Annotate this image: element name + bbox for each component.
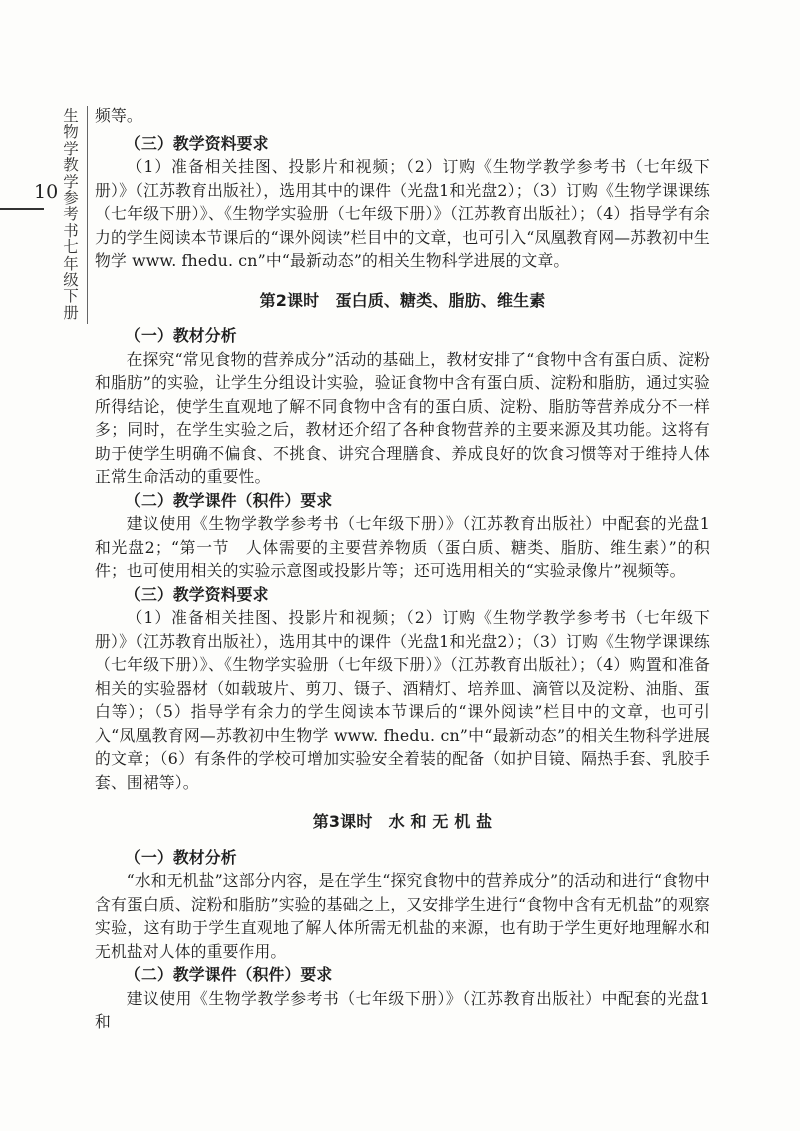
section-heading: （三）教学资料要求: [125, 584, 269, 604]
paragraph: 建议使用《生物学教学参考书（七年级下册）》（江苏教育出版社）中配套的光盘1和: [95, 988, 710, 1031]
lesson-title: 第3课时 水 和 无 机 盐: [312, 812, 493, 831]
paragraph: （1）准备相关挂图、投影片和视频；（2）订购《生物学教学参考书（七年级下册）》（江苏教育出版社），选用其中的课件（光盘1和光盘2）；（3）订购《生物学课课练（七年级下册）》、《生物学实验册（七年级下册）》（江苏教育出版社）；（4）指导学有余力的学生阅读本节课后的“课外阅读”栏目中的文章，也可引入“凤凰教育网—苏教初中生物学 www. fhedu. cn”中“最新动态”的相关生物科学进展的文章。: [95, 157, 710, 270]
paragraph: “水和无机盐”这部分内容，是在学生“探究食物中的营养成分”的活动和进行“食物中含有蛋白质、淀粉和脂肪”实验的基础之上，又安排学生进行“食物中含有无机盐”的观察实验，这有助于学生直观地了解人体所需无机盐的来源，也有助于学生更好地理解水和无机盐对人体的重要作用。: [95, 871, 710, 961]
continued-paragraph: 频等。: [95, 106, 143, 125]
page-number: 10: [34, 181, 59, 203]
paragraph: 建议使用《生物学教学参考书（七年级下册）》（江苏教育出版社）中配套的光盘1和光盘2；“第一节 人体需要的主要营养物质（蛋白质、糖类、脂肪、维生素）”的积件；也可使用相关的实验示意图或投影片等；还可选用相关的“实验录像片”视频等。: [95, 514, 710, 580]
side-divider: [87, 106, 88, 324]
section-heading: （三）教学资料要求: [125, 133, 269, 153]
margin-rule: [0, 208, 44, 210]
lesson-title: 第2课时 蛋白质、糖类、脂肪、维生素: [259, 290, 546, 310]
paragraph: 在探究“常见食物的营养成分”活动的基础上，教材安排了“食物中含有蛋白质、淀粉和脂肪”的实验，让学生分组设计实验，验证食物中含有蛋白质、淀粉和脂肪，通过实验所得结论，使学生直观地了解不同食物中含有的蛋白质、淀粉、脂肪等营养成分不一样多；同时，在学生实验之后，教材还介绍了各种食物营养的主要来源及其功能。这将有助于使学生明确不偏食、不挑食、讲究合理膳食、养成良好的饮食习惯等对于维持人体正常生命活动的重要性。: [95, 349, 710, 486]
section-heading: （一）教材分析: [125, 326, 237, 345]
main-content: [95, 104, 710, 1034]
section-heading: （二）教学课件（积件）要求: [125, 490, 333, 510]
section-heading: （二）教学课件（积件）要求: [125, 965, 333, 984]
section-heading: （一）教材分析: [125, 847, 237, 867]
paragraph: （1）准备相关挂图、投影片和视频；（2）订购《生物学教学参考书（七年级下册）》（江苏教育出版社），选用其中的课件（光盘1和光盘2）；（3）订购《生物学课课练（七年级下册）》、《生物学实验册（七年级下册）》（江苏教育出版社）；（4）购置和准备相关的实验器材（如载玻片、剪刀、镊子、酒精灯、培养皿、滴管以及淀粉、油脂、蛋白等）；（5）指导学有余力的学生阅读本节课后的“课外阅读”栏目中的文章，也可引入“凤凰教育网—苏教初中生物学 www. fhedu. cn”中“最新动态”的相关生物科学进展的文章；（6）有条件的学校可增加实验安全着装的配备（如护目镜、隔热手套、乳胶手套、围裙等）。: [95, 608, 710, 792]
running-header-vertical: 生物学教学参考书七年级下册: [63, 107, 79, 322]
